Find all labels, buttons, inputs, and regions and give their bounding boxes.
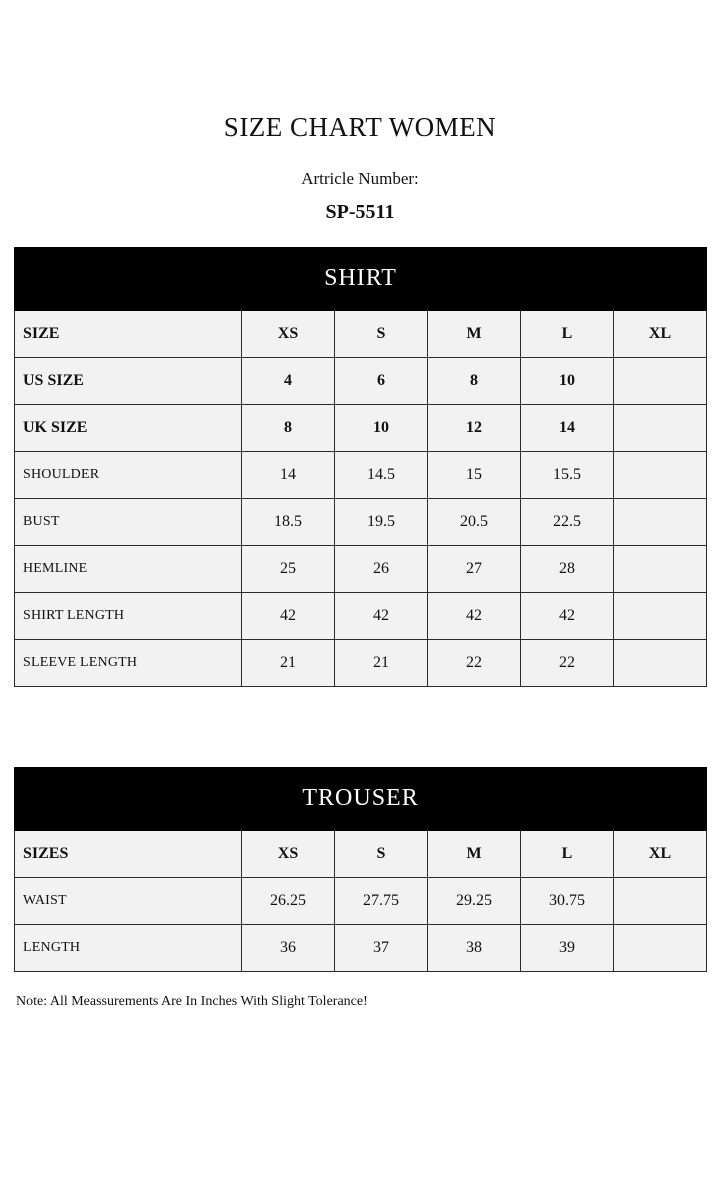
table-spacer (14, 687, 706, 767)
shirt-size-table (14, 247, 707, 687)
cell-value: 14 (242, 452, 335, 499)
table-row (15, 925, 707, 972)
cell-value: 15.5 (521, 452, 614, 499)
cell-value: 14 (521, 405, 614, 452)
article-number-label: Artricle Number: (301, 169, 419, 188)
cell-value: M (428, 311, 521, 358)
cell-value: 37 (335, 925, 428, 972)
table-row (15, 405, 707, 452)
cell-value: 30.75 (521, 878, 614, 925)
cell-value: 12 (428, 405, 521, 452)
cell-value (614, 925, 707, 972)
row-label: HEMLINE (15, 546, 242, 593)
cell-value: 19.5 (335, 499, 428, 546)
row-label: SIZES (15, 831, 242, 878)
row-label: SHIRT LENGTH (15, 593, 242, 640)
cell-value: 25 (242, 546, 335, 593)
cell-value: XS (242, 311, 335, 358)
row-label: SLEEVE LENGTH (15, 640, 242, 687)
trouser-heading: TROUSER (15, 768, 707, 831)
row-label: UK SIZE (15, 405, 242, 452)
cell-value: 38 (428, 925, 521, 972)
table-row (15, 452, 707, 499)
cell-value: S (335, 311, 428, 358)
cell-value: 21 (242, 640, 335, 687)
cell-value (614, 593, 707, 640)
cell-value: S (335, 831, 428, 878)
row-label: SIZE (15, 311, 242, 358)
table-row (15, 499, 707, 546)
size-chart-document (0, 112, 720, 1192)
cell-value (614, 640, 707, 687)
cell-value: 42 (428, 593, 521, 640)
table-row (15, 311, 707, 358)
table-row (15, 546, 707, 593)
cell-value (614, 452, 707, 499)
cell-value (614, 358, 707, 405)
table-row (15, 640, 707, 687)
cell-value: XL (614, 311, 707, 358)
cell-value: 4 (242, 358, 335, 405)
cell-value: 18.5 (242, 499, 335, 546)
cell-value (614, 499, 707, 546)
cell-value: 21 (335, 640, 428, 687)
cell-value: 15 (428, 452, 521, 499)
cell-value (614, 546, 707, 593)
cell-value: 10 (521, 358, 614, 405)
trouser-section-header-row (15, 768, 707, 831)
cell-value: XL (614, 831, 707, 878)
cell-value: 27 (428, 546, 521, 593)
cell-value (614, 878, 707, 925)
trouser-table-body (15, 768, 707, 972)
table-row (15, 358, 707, 405)
cell-value: 22.5 (521, 499, 614, 546)
page-title: SIZE CHART WOMEN (223, 112, 497, 142)
row-label: WAIST (15, 878, 242, 925)
cell-value (614, 405, 707, 452)
cell-value: 26.25 (242, 878, 335, 925)
row-label: BUST (15, 499, 242, 546)
cell-value: L (521, 311, 614, 358)
cell-value: 10 (335, 405, 428, 452)
cell-value: 42 (242, 593, 335, 640)
table-row (15, 878, 707, 925)
article-number-value: SP-5511 (325, 201, 395, 223)
cell-value: 22 (428, 640, 521, 687)
shirt-table-body (15, 248, 707, 687)
cell-value: 27.75 (335, 878, 428, 925)
cell-value: 36 (242, 925, 335, 972)
cell-value: 22 (521, 640, 614, 687)
row-label: US SIZE (15, 358, 242, 405)
row-label: SHOULDER (15, 452, 242, 499)
trouser-size-table (14, 767, 707, 972)
cell-value: 14.5 (335, 452, 428, 499)
shirt-heading: SHIRT (15, 248, 707, 311)
cell-value: 6 (335, 358, 428, 405)
cell-value: 28 (521, 546, 614, 593)
cell-value: 42 (335, 593, 428, 640)
cell-value: L (521, 831, 614, 878)
cell-value: M (428, 831, 521, 878)
table-row (15, 593, 707, 640)
row-label: LENGTH (15, 925, 242, 972)
shirt-section-header-row (15, 248, 707, 311)
cell-value: XS (242, 831, 335, 878)
cell-value: 20.5 (428, 499, 521, 546)
table-row (15, 831, 707, 878)
measurement-note: Note: All Meassurements Are In Inches With Slight Tolerance! (16, 994, 368, 1009)
cell-value: 39 (521, 925, 614, 972)
cell-value: 8 (428, 358, 521, 405)
cell-value: 29.25 (428, 878, 521, 925)
cell-value: 26 (335, 546, 428, 593)
cell-value: 8 (242, 405, 335, 452)
cell-value: 42 (521, 593, 614, 640)
